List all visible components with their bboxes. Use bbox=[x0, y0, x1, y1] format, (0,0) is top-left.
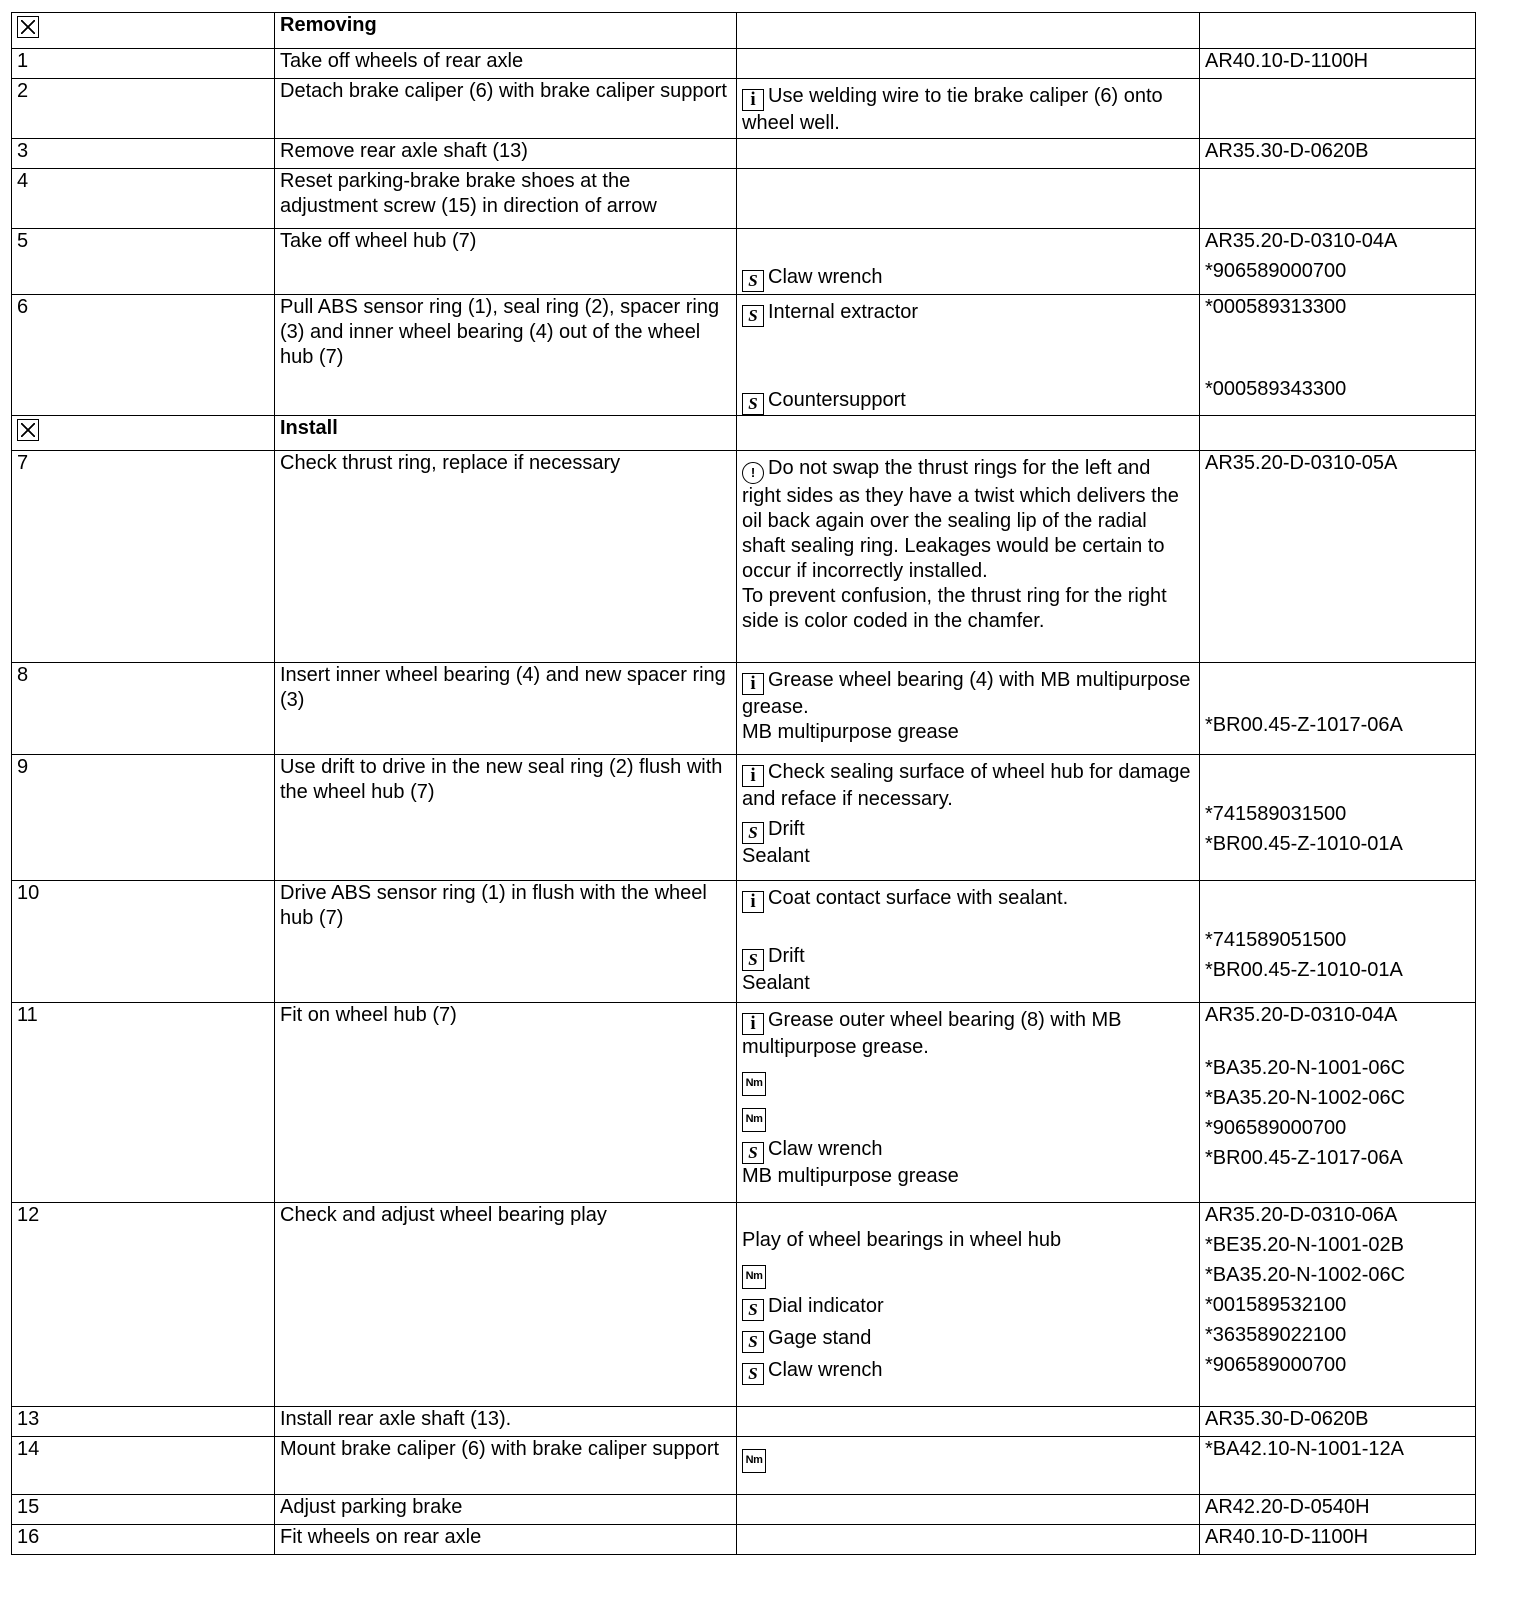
step-description-cell bbox=[275, 1003, 737, 1203]
step-description-cell bbox=[275, 1203, 737, 1407]
note-text: Sealant bbox=[742, 972, 810, 994]
section-row bbox=[12, 13, 1476, 49]
special-tool-icon: S bbox=[742, 393, 764, 415]
step-number-cell bbox=[12, 1003, 275, 1203]
step-number: 5 bbox=[17, 230, 29, 252]
step-description: Remove rear axle shaft (13) bbox=[280, 140, 528, 162]
note-text: Claw wrench bbox=[768, 1138, 883, 1160]
table-row bbox=[12, 451, 1476, 663]
table-row bbox=[12, 1407, 1476, 1437]
step-description-cell bbox=[275, 1495, 737, 1525]
step-number: 7 bbox=[17, 452, 29, 474]
note-line bbox=[742, 1258, 1194, 1289]
reference-code: AR35.20-D-0310-04A bbox=[1205, 1004, 1398, 1026]
step-number-cell bbox=[12, 229, 275, 295]
reference-cell bbox=[1200, 663, 1476, 755]
note-line bbox=[742, 1164, 1194, 1189]
reference-code: *906589000700 bbox=[1205, 260, 1347, 282]
table-row bbox=[12, 881, 1476, 1003]
reference-cell bbox=[1200, 49, 1476, 79]
note-text: Sealant bbox=[742, 845, 810, 867]
step-description-cell bbox=[275, 229, 737, 295]
step-description: Fit wheels on rear axle bbox=[280, 1526, 482, 1548]
note-text: Grease wheel bearing (4) with MB multipurpose grease. bbox=[742, 669, 1191, 718]
note-text: Dial indicator bbox=[768, 1295, 884, 1317]
note-text: Claw wrench bbox=[768, 266, 883, 288]
special-tool-icon: S bbox=[742, 305, 764, 327]
note-line bbox=[742, 1442, 1194, 1473]
step-description: Use drift to drive in the new seal ring (2) flush with the wheel hub (7) bbox=[280, 756, 723, 803]
note-text: MB multipurpose grease bbox=[742, 721, 959, 743]
reference-code: AR42.20-D-0540H bbox=[1205, 1496, 1370, 1518]
step-number: 15 bbox=[17, 1496, 40, 1518]
step-number: 1 bbox=[17, 50, 29, 72]
step-description-cell bbox=[275, 169, 737, 229]
reference-code: AR40.10-D-1100H bbox=[1205, 1526, 1369, 1548]
reference-cell bbox=[1200, 169, 1476, 229]
note-line bbox=[742, 720, 1194, 745]
notes-cell bbox=[737, 49, 1200, 79]
step-number-cell bbox=[12, 1203, 275, 1407]
step-description: Install rear axle shaft (13). bbox=[280, 1408, 512, 1430]
special-tool-icon: S bbox=[742, 1331, 764, 1353]
note-text: MB multipurpose grease bbox=[742, 1165, 959, 1187]
step-number-cell bbox=[12, 295, 275, 416]
section-title: Install bbox=[280, 417, 338, 439]
reference-cell bbox=[1200, 451, 1476, 663]
note-line bbox=[742, 1101, 1194, 1132]
note-line bbox=[742, 84, 1194, 136]
step-number-cell bbox=[12, 79, 275, 139]
caution-icon: ! bbox=[742, 462, 764, 484]
step-number: 2 bbox=[17, 80, 29, 102]
step-description-cell bbox=[275, 451, 737, 663]
step-number-cell bbox=[12, 1495, 275, 1525]
special-tool-icon: S bbox=[742, 1363, 764, 1385]
step-number-cell bbox=[12, 451, 275, 663]
notes-cell bbox=[737, 229, 1200, 295]
reference-code: *BR00.45-Z-1017-06A bbox=[1205, 1147, 1403, 1169]
step-description-cell bbox=[275, 139, 737, 169]
step-description: Take off wheel hub (7) bbox=[280, 230, 477, 252]
note-line bbox=[742, 1008, 1194, 1060]
note-line bbox=[742, 584, 1194, 634]
reference-cell bbox=[1200, 755, 1476, 881]
note-text: Do not swap the thrust rings for the left and right sides as they have a twist which delivers the oil back again over the sealing lip of the radial shaft sealing ring. Leakages would be certain to occur if incorrectly installed. bbox=[742, 457, 1179, 582]
notes-cell bbox=[737, 79, 1200, 139]
special-tool-icon: S bbox=[742, 270, 764, 292]
notes-cell bbox=[737, 1407, 1200, 1437]
step-number: 11 bbox=[17, 1004, 38, 1026]
table-row bbox=[12, 139, 1476, 169]
step-description-cell bbox=[275, 881, 737, 1003]
step-description: Pull ABS sensor ring (1), seal ring (2), spacer ring (3) and inner wheel bearing (4) out of the wheel hub (7) bbox=[280, 296, 720, 368]
step-number-cell bbox=[12, 169, 275, 229]
collapse-arrows-icon bbox=[17, 419, 39, 441]
step-description: Fit on wheel hub (7) bbox=[280, 1004, 457, 1026]
note-text: Use welding wire to tie brake caliper (6) onto wheel well. bbox=[742, 85, 1163, 134]
empty-cell bbox=[1200, 13, 1476, 49]
step-description-cell bbox=[275, 1437, 737, 1495]
note-line bbox=[742, 456, 1194, 584]
step-number-cell bbox=[12, 1525, 275, 1555]
notes-cell bbox=[737, 1437, 1200, 1495]
special-tool-icon: S bbox=[742, 822, 764, 844]
step-description-cell bbox=[275, 79, 737, 139]
notes-cell bbox=[737, 881, 1200, 1003]
info-icon: i bbox=[742, 673, 764, 695]
step-description-cell bbox=[275, 663, 737, 755]
info-icon: i bbox=[742, 891, 764, 913]
step-description-cell bbox=[275, 755, 737, 881]
reference-code: AR35.20-D-0310-04A bbox=[1205, 230, 1398, 252]
step-description: Take off wheels of rear axle bbox=[280, 50, 524, 72]
note-line bbox=[742, 944, 1194, 971]
special-tool-icon: S bbox=[742, 1142, 764, 1164]
table-row bbox=[12, 49, 1476, 79]
torque-icon: Nm bbox=[742, 1449, 766, 1473]
step-description-cell bbox=[275, 49, 737, 79]
step-number-cell bbox=[12, 881, 275, 1003]
table-row bbox=[12, 663, 1476, 755]
reference-cell bbox=[1200, 881, 1476, 1003]
reference-code: AR40.10-D-1100H bbox=[1205, 50, 1369, 72]
reference-code: *BR00.45-Z-1010-01A bbox=[1205, 833, 1403, 855]
note-line bbox=[742, 1137, 1194, 1164]
notes-cell bbox=[737, 1495, 1200, 1525]
table-row bbox=[12, 755, 1476, 881]
table-row bbox=[12, 295, 1476, 416]
reference-cell bbox=[1200, 1203, 1476, 1407]
reference-cell bbox=[1200, 295, 1476, 416]
step-number-cell bbox=[12, 1437, 275, 1495]
step-description: Reset parking-brake brake shoes at the adjustment screw (15) in direction of arrow bbox=[280, 170, 657, 217]
table-row bbox=[12, 1003, 1476, 1203]
step-number: 4 bbox=[17, 170, 29, 192]
note-text: To prevent confusion, the thrust ring for the right side is color coded in the chamfer. bbox=[742, 585, 1167, 632]
step-description: Insert inner wheel bearing (4) and new spacer ring (3) bbox=[280, 664, 726, 711]
step-number-cell bbox=[12, 49, 275, 79]
note-text: Internal extractor bbox=[768, 301, 919, 323]
note-text: Grease outer wheel bearing (8) with MB multipurpose grease. bbox=[742, 1009, 1122, 1058]
note-line bbox=[742, 760, 1194, 812]
empty-cell bbox=[737, 416, 1200, 451]
note-text: Gage stand bbox=[768, 1327, 872, 1349]
section-title-cell bbox=[275, 416, 737, 451]
section-icon-cell bbox=[12, 416, 275, 451]
reference-cell bbox=[1200, 1525, 1476, 1555]
info-icon: i bbox=[742, 89, 764, 111]
table-row bbox=[12, 229, 1476, 295]
reference-code: *906589000700 bbox=[1205, 1354, 1347, 1376]
reference-cell bbox=[1200, 1407, 1476, 1437]
special-tool-icon: S bbox=[742, 949, 764, 971]
step-description: Adjust parking brake bbox=[280, 1496, 463, 1518]
note-line bbox=[742, 971, 1194, 996]
empty-cell bbox=[1200, 416, 1476, 451]
step-number: 3 bbox=[17, 140, 29, 162]
notes-cell bbox=[737, 1525, 1200, 1555]
reference-cell bbox=[1200, 1003, 1476, 1203]
table-row bbox=[12, 79, 1476, 139]
reference-code: *000589313300 bbox=[1205, 296, 1347, 318]
step-description: Check and adjust wheel bearing play bbox=[280, 1204, 607, 1226]
special-tool-icon: S bbox=[742, 1299, 764, 1321]
note-text: Check sealing surface of wheel hub for damage and reface if necessary. bbox=[742, 761, 1191, 810]
section-row bbox=[12, 416, 1476, 451]
step-description: Drive ABS sensor ring (1) in flush with the wheel hub (7) bbox=[280, 882, 707, 929]
notes-cell bbox=[737, 755, 1200, 881]
info-icon: i bbox=[742, 765, 764, 787]
reference-code: *363589022100 bbox=[1205, 1324, 1347, 1346]
reference-code: AR35.20-D-0310-06A bbox=[1205, 1204, 1398, 1226]
reference-code: *BR00.45-Z-1010-01A bbox=[1205, 959, 1403, 981]
reference-cell bbox=[1200, 139, 1476, 169]
notes-cell bbox=[737, 169, 1200, 229]
reference-cell bbox=[1200, 1437, 1476, 1495]
note-line bbox=[742, 300, 1194, 327]
reference-code: *BR00.45-Z-1017-06A bbox=[1205, 714, 1403, 736]
note-text: Claw wrench bbox=[768, 1359, 883, 1381]
step-description-cell bbox=[275, 1407, 737, 1437]
reference-code: *BA35.20-N-1002-06C bbox=[1205, 1087, 1406, 1109]
torque-icon: Nm bbox=[742, 1072, 766, 1096]
reference-code: *000589343300 bbox=[1205, 378, 1347, 400]
reference-code: AR35.30-D-0620B bbox=[1205, 1408, 1369, 1430]
reference-code: *001589532100 bbox=[1205, 1294, 1347, 1316]
section-title-cell bbox=[275, 13, 737, 49]
step-description-cell bbox=[275, 295, 737, 416]
step-description-cell bbox=[275, 1525, 737, 1555]
table-row bbox=[12, 1525, 1476, 1555]
reference-code: *BA35.20-N-1002-06C bbox=[1205, 1264, 1406, 1286]
note-line bbox=[742, 844, 1194, 869]
step-number-cell bbox=[12, 755, 275, 881]
step-number-cell bbox=[12, 139, 275, 169]
notes-cell bbox=[737, 451, 1200, 663]
notes-cell bbox=[737, 1203, 1200, 1407]
step-number: 16 bbox=[17, 1526, 40, 1548]
step-number: 14 bbox=[17, 1438, 40, 1460]
section-title: Removing bbox=[280, 14, 377, 36]
reference-code: *906589000700 bbox=[1205, 1117, 1347, 1139]
reference-cell bbox=[1200, 79, 1476, 139]
step-number: 6 bbox=[17, 296, 29, 318]
note-text: Countersupport bbox=[768, 389, 906, 411]
step-number-cell bbox=[12, 663, 275, 755]
table-row bbox=[12, 1495, 1476, 1525]
step-description: Mount brake caliper (6) with brake caliper support bbox=[280, 1438, 720, 1460]
table-row bbox=[12, 1437, 1476, 1495]
table-row bbox=[12, 169, 1476, 229]
reference-code: AR35.30-D-0620B bbox=[1205, 140, 1369, 162]
step-number-cell bbox=[12, 1407, 275, 1437]
notes-cell bbox=[737, 295, 1200, 416]
reference-cell bbox=[1200, 1495, 1476, 1525]
notes-cell bbox=[737, 663, 1200, 755]
note-line bbox=[742, 1228, 1194, 1253]
note-text: Coat contact surface with sealant. bbox=[768, 887, 1069, 909]
notes-cell bbox=[737, 139, 1200, 169]
note-line bbox=[742, 1326, 1194, 1353]
torque-icon: Nm bbox=[742, 1108, 766, 1132]
repair-procedure-table bbox=[11, 12, 1476, 1555]
note-line bbox=[742, 1065, 1194, 1096]
step-number: 8 bbox=[17, 664, 29, 686]
reference-code: *BA35.20-N-1001-06C bbox=[1205, 1057, 1406, 1079]
empty-cell bbox=[737, 13, 1200, 49]
note-line bbox=[742, 817, 1194, 844]
expand-arrows-icon bbox=[17, 16, 39, 38]
note-line bbox=[742, 388, 1194, 415]
notes-cell bbox=[737, 1003, 1200, 1203]
step-number: 10 bbox=[17, 882, 40, 904]
table-row bbox=[12, 1203, 1476, 1407]
step-number: 9 bbox=[17, 756, 29, 778]
info-icon: i bbox=[742, 1013, 764, 1035]
reference-code: *BA42.10-N-1001-12A bbox=[1205, 1438, 1405, 1460]
note-text: Play of wheel bearings in wheel hub bbox=[742, 1229, 1062, 1251]
note-text: Drift bbox=[768, 945, 805, 967]
note-line bbox=[742, 265, 1194, 292]
torque-icon: Nm bbox=[742, 1265, 766, 1289]
reference-code: AR35.20-D-0310-05A bbox=[1205, 452, 1398, 474]
note-line bbox=[742, 1294, 1194, 1321]
reference-code: *741589031500 bbox=[1205, 803, 1347, 825]
reference-code: *BE35.20-N-1001-02B bbox=[1205, 1234, 1405, 1256]
step-number: 13 bbox=[17, 1408, 40, 1430]
note-line bbox=[742, 886, 1194, 913]
note-line bbox=[742, 1358, 1194, 1385]
reference-cell bbox=[1200, 229, 1476, 295]
step-description: Detach brake caliper (6) with brake caliper support bbox=[280, 80, 727, 102]
note-text: Drift bbox=[768, 818, 805, 840]
reference-code: *741589051500 bbox=[1205, 929, 1347, 951]
note-line bbox=[742, 668, 1194, 720]
step-number: 12 bbox=[17, 1204, 40, 1226]
step-description: Check thrust ring, replace if necessary bbox=[280, 452, 621, 474]
section-icon-cell bbox=[12, 13, 275, 49]
